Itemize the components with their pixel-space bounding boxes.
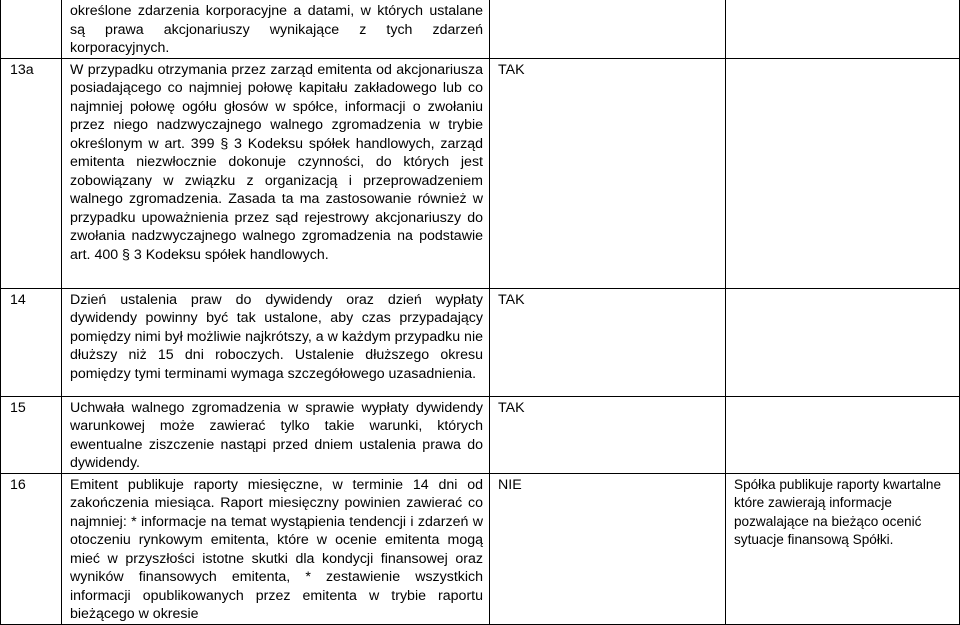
rule-number: 13a (1, 58, 62, 288)
table-row (1, 0, 960, 58)
rule-number: 16 (1, 473, 62, 624)
rule-answer: TAK (490, 288, 726, 396)
rule-number: 15 (1, 396, 62, 473)
rule-text: Dzień ustalenia praw do dywidendy oraz dzień wypłaty dywidendy powinny być tak ustalone, aby czas przypadający pomiędzy nimi był możliwie najkrótszy, a w każdym przypadku nie dłuższy niż 15 dni roboczych. Ustalenie dłuższego okresu pomiędzy tymi terminami wymaga szczegółowego uzasadnienia. (62, 288, 490, 396)
rule-number (1, 0, 62, 58)
table-row (1, 473, 960, 624)
rule-answer: NIE (490, 473, 726, 624)
rule-text: W przypadku otrzymania przez zarząd emitenta od akcjonariusza posiadającego co najmniej połowę kapitału zakładowego lub co najmniej połowę ogółu głosów w spółce, informacji o zwołaniu przez niego nadzwyczajnego walnego zgromadzenia w trybie określonym w art. 399 § 3 Kodeksu spółek handlowych, zarząd emitenta niezwłocznie dokonuje czynności, do których jest zobowiązany w związku z organizacją i przeprowadzeniem walnego zgromadzenia. Zasada ta ma zastosowanie również w przypadku upoważnienia przez sąd rejestrowy akcjonariuszy do zwołania nadzwyczajnego walnego zgromadzenia na podstawie art. 400 § 3 Kodeksu spółek handlowych. (62, 58, 490, 288)
rule-comment (726, 0, 960, 58)
rule-answer (490, 0, 726, 58)
table-row (1, 58, 960, 288)
table-row (1, 396, 960, 473)
table-row (1, 288, 960, 396)
rule-answer: TAK (490, 396, 726, 473)
rule-answer: TAK (490, 58, 726, 288)
rule-comment (726, 288, 960, 396)
rule-comment (726, 58, 960, 288)
rule-number: 14 (1, 288, 62, 396)
rule-text: Emitent publikuje raporty miesięczne, w terminie 14 dni od zakończenia miesiąca. Raport miesięczny powinien zawierać co najmniej: * informacje na temat wystąpienia tendencji i zdarzeń w otoczeniu rynkowym emitenta, które w ocenie emitenta mogą mieć w przyszłości istotne skutki dla kondycji finansowej oraz wyników finansowych emitenta, * zestawienie wszystkich informacji opublikowanych przez emitenta w trybie raportu bieżącego w okresie (62, 473, 490, 624)
rule-text: Uchwała walnego zgromadzenia w sprawie wypłaty dywidendy warunkowej może zawierać tylko takie warunki, których ewentualne ziszczenie nastąpi przed dniem ustalenia prawa do dywidendy. (62, 396, 490, 473)
rule-comment (726, 396, 960, 473)
rule-comment: Spółka publikuje raporty kwartalne które zawierają informacje pozwalające na bieżąco ocenić sytuacje finansową Spółki. (726, 473, 960, 624)
rule-text: określone zdarzenia korporacyjne a datami, w których ustalane są prawa akcjonariuszy wynikające z tych zdarzeń korporacyjnych. (62, 0, 490, 58)
